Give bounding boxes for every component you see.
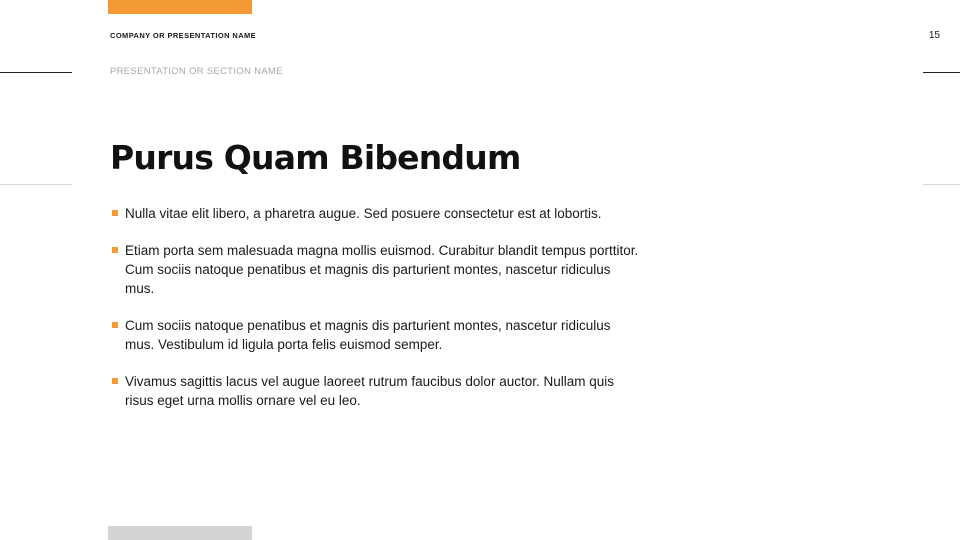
divider-mid-left — [0, 184, 72, 185]
square-bullet-icon — [112, 322, 118, 328]
slide-title: Purus Quam Bibendum — [110, 138, 521, 177]
bullet-text: Cum sociis natoque penatibus et magnis dis parturient montes, nascetur ridiculus mus. Vestibulum id ligula porta felis euismod semper. — [125, 318, 611, 352]
page-number: 15 — [928, 30, 940, 41]
divider-top-right — [923, 72, 960, 73]
square-bullet-icon — [112, 378, 118, 384]
square-bullet-icon — [112, 210, 118, 216]
bullet-item — [110, 204, 640, 223]
bullet-item — [110, 372, 640, 410]
bullet-item — [110, 316, 640, 354]
bullet-text: Vivamus sagittis lacus vel augue laoreet rutrum faucibus dolor auctor. Nullam quis risus eget urna mollis ornare vel eu leo. — [125, 374, 614, 408]
bullet-text: Nulla vitae elit libero, a pharetra augue. Sed posuere consectetur est at lobortis. — [125, 206, 602, 221]
divider-mid-right — [923, 184, 960, 185]
bullet-list — [110, 204, 640, 428]
accent-bar-top — [108, 0, 252, 14]
bullet-item — [110, 241, 640, 298]
section-name: PRESENTATION OR SECTION NAME — [110, 66, 283, 77]
accent-bar-bottom — [108, 526, 252, 540]
divider-top-left — [0, 72, 72, 73]
square-bullet-icon — [112, 247, 118, 253]
company-name: COMPANY OR PRESENTATION NAME — [110, 31, 257, 40]
bullet-text: Etiam porta sem malesuada magna mollis euismod. Curabitur blandit tempus porttitor. Cum sociis natoque penatibus et magnis dis parturient montes, nascetur ridiculus mus. — [125, 243, 639, 296]
